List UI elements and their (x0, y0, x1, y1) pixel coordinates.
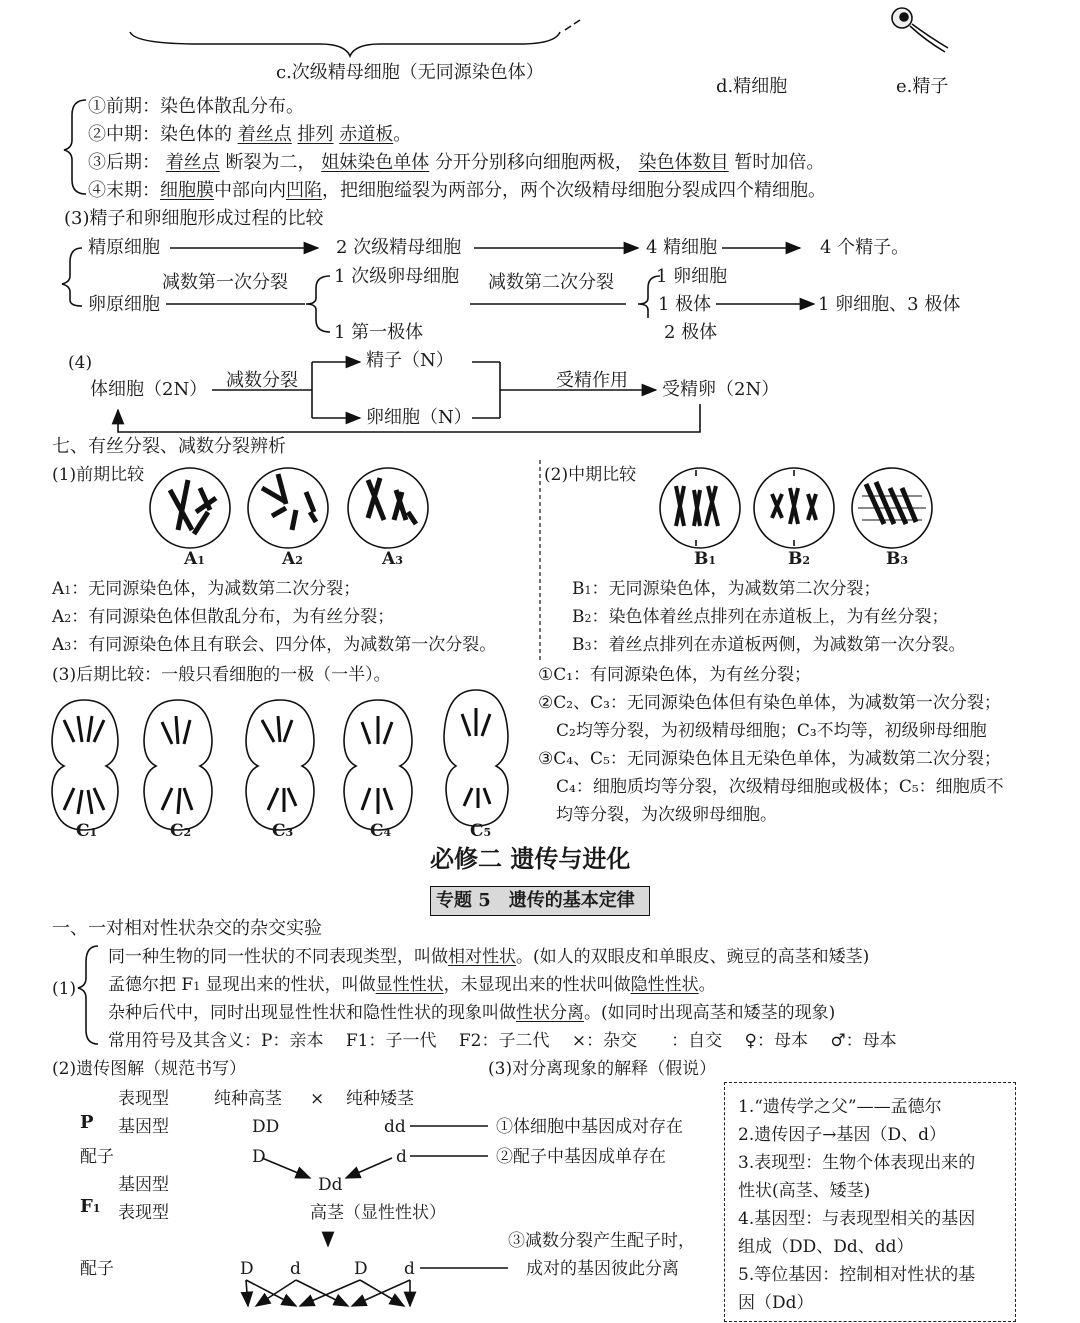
note-4b: 组成（DD、Dd、dd） (738, 1237, 914, 1257)
egg-cell: 1 卵细胞 (656, 266, 728, 287)
first-polar: 1 第一极体 (334, 322, 424, 343)
prophase-text: ①前期：染色体散乱分布。 (88, 96, 304, 117)
def-relative-trait: 同一种生物的同一性状的不同表现类型，叫做相对性状。(如人的双眼皮和单眼皮、豌豆的高茎和矮茎) (108, 947, 870, 967)
label-C3: C3 (272, 821, 294, 841)
top-brace (130, 32, 560, 56)
explain-1: ①体细胞中基因成对存在 (496, 1117, 683, 1137)
sec-oocyte: 1 次级卵母细胞 (334, 266, 460, 287)
zygote: 受精卵（2N） (662, 379, 780, 400)
cell-B2 (754, 468, 834, 548)
egg-origin: 卵原细胞 (88, 294, 160, 315)
somatic-cell: 体细胞（2N） (90, 379, 208, 400)
part1-num: (1) (52, 979, 77, 999)
note-1: 1.“遗传学之父”——孟德尔 (738, 1097, 942, 1117)
label-B3: B3 (886, 549, 909, 569)
explain-3a: ③减数分裂产生配子时， (508, 1231, 695, 1251)
sperm-result: 4 个精子。 (820, 237, 910, 258)
genotype-label: 基因型 (118, 1117, 169, 1137)
cross-symbol: × (310, 1089, 325, 1109)
section4-label: (4) (68, 353, 93, 373)
def-dominant-trait: 孟德尔把 F1 显现出来的性状，叫做显性性状，未显现出来的性状叫做隐性性状。 (108, 975, 716, 995)
explain-2: ②配子中基因成单存在 (496, 1147, 666, 1167)
main-heading: 必修二 遗传与进化 (430, 844, 631, 873)
sperm-n: 精子（N） (366, 350, 454, 371)
note-5b: 因（Dd） (738, 1293, 814, 1313)
phenotype2-label: 表现型 (118, 1203, 169, 1223)
label-B2: B2 (788, 549, 811, 569)
label-A2: A2 (282, 549, 303, 569)
genotype-DD: DD (252, 1117, 280, 1137)
note-3b: 性状(高茎、矮茎) (738, 1181, 871, 1201)
label-A1: A1 (184, 549, 205, 569)
cell-A3 (348, 468, 428, 548)
f1-gamete-d2: d (404, 1259, 415, 1279)
meiosis-label: 减数分裂 (226, 370, 298, 391)
c-note-2: ②C₂、C₃：无同源染色体但有染色单体，为减数第一次分裂； (538, 693, 1001, 713)
sec-spermatocyte: 2 次级精母细胞 (336, 237, 462, 258)
symbols-line: 常用符号及其含义：P：亲本 F1：子一代 F2：子二代 ×：杂交 ：自交 ♀：母本 ♂：母本 (108, 1031, 897, 1051)
section7-title: 七、有丝分裂、减数分裂辨析 (52, 436, 286, 457)
cell-A1 (150, 468, 230, 548)
note-B3: B3：着丝点排列在赤道板两侧，为减数第一次分裂。 (572, 635, 966, 655)
cell-C5 (444, 690, 508, 826)
c-note-6: 均等分裂，为次级卵母细胞。 (556, 805, 777, 825)
label-C4: C4 (370, 821, 392, 841)
gamete-d: d (396, 1147, 407, 1167)
note-3: 3.表现型：生物个体表现出来的 (738, 1153, 976, 1173)
note-A3: A3：有同源染色体且有联会、四分体，为减数第一次分裂。 (52, 635, 497, 655)
label-C5: C5 (470, 821, 492, 841)
note-4: 4.基因型：与表现型相关的基因 (738, 1209, 976, 1229)
notes-box (724, 1082, 1016, 1322)
explain-title: (3)对分离现象的解释（假说） (488, 1059, 717, 1079)
def-segregation: 杂种后代中，同时出现显性性状和隐性性状的现象叫做性状分离。(如同时出现高茎和矮茎的现象) (108, 1003, 836, 1023)
f1-gamete-D2: D (354, 1259, 368, 1279)
polar2: 2 极体 (664, 322, 718, 343)
section3-title: (3)精子和卵细胞形成过程的比较 (64, 208, 324, 229)
first-division: 减数第一次分裂 (162, 272, 288, 293)
cell-A2 (248, 468, 328, 548)
prophase-compare-title: (1)前期比较 (52, 465, 145, 485)
part1-title: 一、一对相对性状杂交的杂交实验 (52, 918, 322, 939)
label-c-secondary-spermatocyte: c.次级精母细胞（无同源染色体） (276, 62, 544, 83)
cell-C4 (344, 700, 412, 830)
anaphase-text: ③后期： 着丝点 断裂为二， 姐妹染色单体 分开分别移向细胞两极， 染色体数目 暂时加倍。 (88, 152, 825, 173)
gamete-D: D (252, 1147, 266, 1167)
polar1: 1 极体 (658, 294, 712, 315)
genotype-dd: dd (384, 1117, 406, 1137)
metaphase-text: ②中期：染色体的 着丝点 排列 赤道板。 (88, 124, 412, 145)
gamete-label: 配子 (80, 1147, 114, 1167)
anaphase-compare-title: (3)后期比较：一般只看细胞的一极（一半）。 (52, 665, 391, 685)
egg-n: 卵细胞（N） (366, 407, 472, 428)
note-A1: A1：无同源染色体，为减数第二次分裂； (52, 579, 361, 599)
c-note-1: ①C₁：有同源染色体，为有丝分裂； (538, 665, 812, 685)
F1-label: F1 (80, 1196, 101, 1217)
note-A2: A2：有同源染色体但散乱分布，为有丝分裂； (52, 607, 395, 627)
spermatids: 4 精细胞 (646, 237, 718, 258)
cell-B3 (852, 468, 932, 548)
genotype2-label: 基因型 (118, 1175, 169, 1195)
f1-phenotype: 高茎（显性性状） (310, 1203, 446, 1223)
cell-C2 (144, 700, 212, 830)
egg-result: 1 卵细胞、3 极体 (818, 294, 961, 315)
note-B2: B2：染色体着丝点排列在赤道板上，为有丝分裂； (572, 607, 949, 627)
cell-B1 (660, 468, 740, 548)
note-5: 5.等位基因：控制相对性状的基 (738, 1265, 976, 1285)
telophase-text: ④末期：细胞膜中部向内凹陷，把细胞缢裂为两部分，两个次级精母细胞分裂成四个精细胞。 (88, 180, 826, 201)
label-C1: C1 (76, 821, 98, 841)
note-B1: B1：无同源染色体，为减数第二次分裂； (572, 579, 881, 599)
c-note-3: C₂均等分裂，为初级精母细胞；C₃不均等，初级卵母细胞 (556, 721, 987, 741)
label-C2: C2 (170, 821, 192, 841)
label-A3: A3 (382, 549, 403, 569)
phenotype-label: 表现型 (118, 1089, 169, 1109)
cell-C3 (246, 700, 314, 830)
label-B1: B1 (694, 549, 717, 569)
c-note-5: C₄：细胞质均等分裂，次级精母细胞或极体；C₅：细胞质不 (556, 777, 1004, 797)
label-e-sperm: e.精子 (896, 76, 949, 97)
f1-gamete-d1: d (290, 1259, 301, 1279)
sperm-origin: 精原细胞 (88, 237, 160, 258)
pure-short: 纯种矮茎 (346, 1089, 414, 1109)
second-division: 减数第二次分裂 (488, 272, 614, 293)
label-d-spermatid: d.精细胞 (716, 76, 788, 97)
topic-title: 专题 5 遗传的基本定律 (436, 890, 635, 911)
metaphase-compare-title: (2)中期比较 (544, 465, 637, 485)
explain-3b: 成对的基因彼此分离 (526, 1259, 679, 1279)
fertilization: 受精作用 (556, 370, 628, 391)
genotype-Dd: Dd (318, 1175, 343, 1195)
gamete2-label: 配子 (80, 1259, 114, 1279)
cell-C1 (52, 700, 118, 830)
c-note-4: ③C₄、C₅：无同源染色体且无染色单体，为减数第二次分裂； (538, 749, 1001, 769)
note-2: 2.遗传因子→基因（D、d） (738, 1125, 946, 1145)
cross-title: (2)遗传图解（规范书写） (52, 1059, 247, 1079)
phase-brace (64, 100, 86, 194)
pure-tall: 纯种高茎 (214, 1089, 282, 1109)
f1-gamete-D1: D (240, 1259, 254, 1279)
P-label: P (80, 1112, 94, 1133)
